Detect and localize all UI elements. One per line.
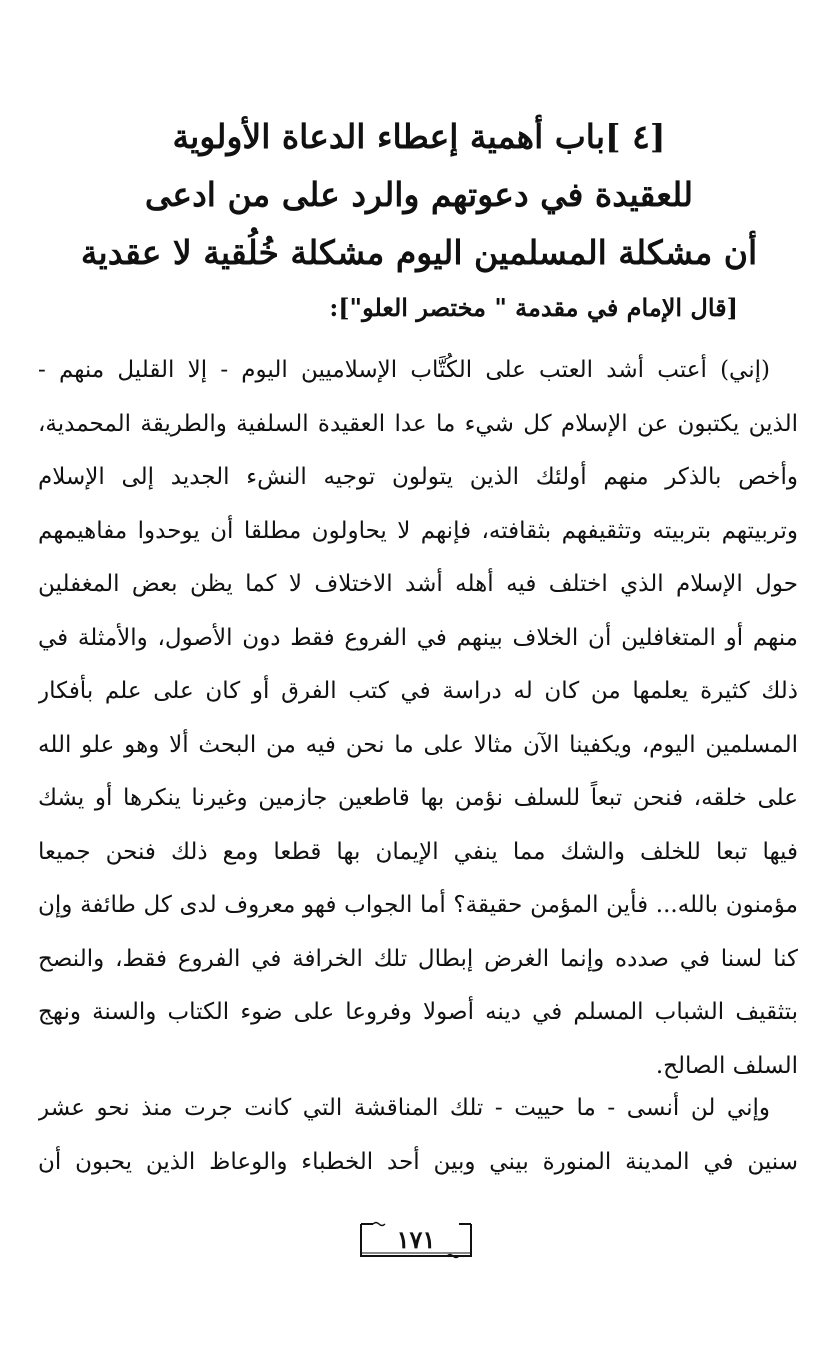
paragraph-2 (38, 1082, 798, 1189)
paragraph-line: فيها تبعا للخلف والشك مما ينفي الإيمان بها قطعا ومع ذلك فنحن جميعا (38, 838, 798, 865)
paragraph-line: الذين يكتبون عن الإسلام كل شيء ما عدا العقيدة السلفية والطريقة المحمدية، (38, 410, 798, 437)
paragraph-line: على خلقه، فنحن تبعاً للسلف نؤمن بها قاطعين جازمين وغيرنا ينكرها أو يشك (38, 785, 798, 811)
paragraph-line: وإني لن أنسى - ما حييت - تلك المناقشة التي كانت جرت منذ نحو عشر (38, 1095, 770, 1121)
paragraph-line: منهم أو المتغافلين أن الخلاف بينهم في الفروع فقط دون الأصول، والأمثلة في (38, 624, 798, 651)
paragraph-line: مؤمنون بالله... فأين المؤمن حقيقة؟ أما الجواب فهو معروف لدى كل طائفة وإن (38, 892, 798, 918)
chapter-title-line-1: [٤ ]باب أهمية إعطاء الدعاة الأولوية (172, 117, 666, 156)
paragraph-line: السلف الصالح. (655, 1052, 798, 1079)
paragraph-line: وتربيتهم بتربيته وتثقيفهم بثقافته، فإنهم لا يحاولون مطلقا أن يوحدوا مفاهيمهم (38, 517, 798, 544)
paragraph-line: (إني) أعتب أشد العتب على الكُتَّاب الإسلاميين اليوم - إلا القليل منهم - (38, 357, 770, 383)
paragraph-1 (38, 344, 798, 1093)
paragraph-line: ذلك كثيرة يعلمها من كان له دراسة في كتب الفرق أو كان على علم بأفكار (38, 678, 798, 704)
paragraph-line: المسلمين اليوم، ويكفينا الآن مثالا على ما نحن فيه من البحث ألا وهو علو الله (38, 731, 798, 758)
paragraph-line: سنين في المدينة المنورة بيني وبين أحد الخطباء والوعاظ الذين يحبون أن (38, 1148, 798, 1175)
chapter-title-line-2: للعقيدة في دعوتهم والرد على من ادعى (144, 175, 694, 214)
paragraph-line: كنا لسنا في صدده وإنما الغرض إبطال تلك الخرافة في الفروع فقط، والنصح (38, 945, 798, 972)
page-number: ١٧١ (396, 1225, 436, 1254)
paragraph-line: حول الإسلام الذي اختلف فيه أهله أشد الاختلاف لا كما يظن بعض المغفلين (38, 571, 798, 597)
paragraph-line: بتثقيف الشباب المسلم في دينه أصولا وفروعا على ضوء الكتاب والسنة ونهج (38, 999, 798, 1025)
page-number-frame (355, 1220, 477, 1260)
paragraph-line: وأخص بالذكر منهم أولئك الذين يتولون توجيه النشء الجديد إلى الإسلام (38, 464, 798, 490)
intro-line: [قال الإمام في مقدمة " مختصر العلو"]: (329, 293, 738, 322)
chapter-title (60, 108, 778, 282)
chapter-title-line-3: أن مشكلة المسلمين اليوم مشكلة خُلُقية لا عقدية (80, 233, 758, 272)
